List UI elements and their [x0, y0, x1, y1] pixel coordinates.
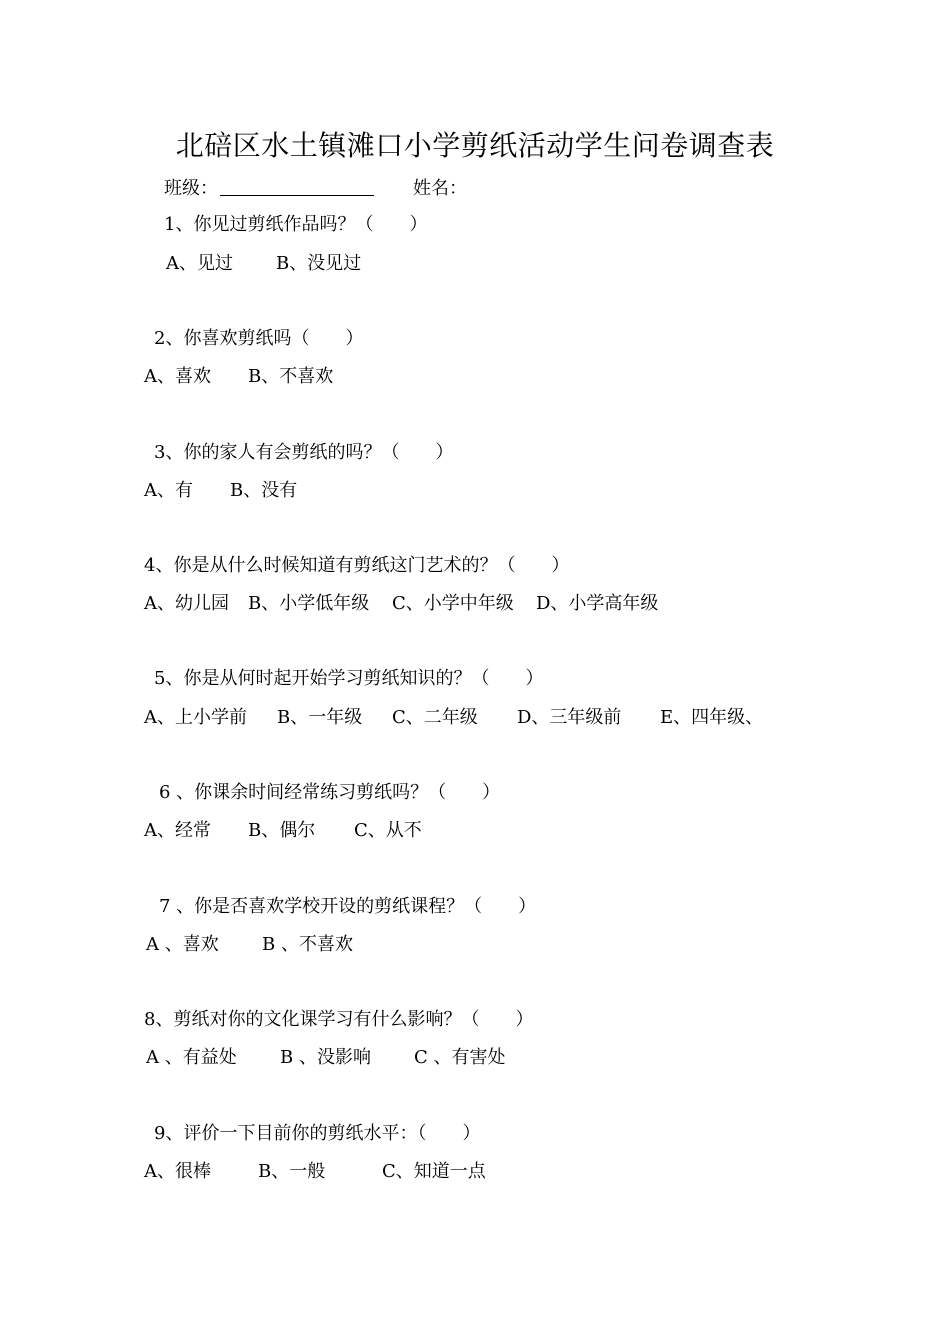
- question-5: 5、你是从何时起开始学习剪纸知识的？（ ）: [154, 668, 544, 689]
- question-6: 6 、你课余时间经常练习剪纸吗？（ ）: [159, 782, 501, 803]
- option: B、一年级: [277, 707, 363, 728]
- name-field: [413, 177, 467, 201]
- option: C、知道一点: [382, 1161, 486, 1182]
- option: C、从不: [354, 820, 422, 841]
- class-field: [164, 177, 374, 201]
- option: B、一般: [258, 1161, 326, 1182]
- option: D、小学高年级: [536, 593, 659, 614]
- option: D、三年级前: [517, 707, 622, 728]
- option: C、二年级: [392, 707, 478, 728]
- page-title: 北碚区水土镇滩口小学剪纸活动学生问卷调查表: [175, 129, 775, 162]
- question-2: 2、你喜欢剪纸吗（ ）: [154, 328, 364, 349]
- class-label: 班级：: [164, 178, 218, 199]
- question-4: 4、你是从什么时候知道有剪纸这门艺术的？（ ）: [144, 555, 570, 576]
- option: B 、不喜欢: [262, 934, 353, 955]
- question-9: 9、评价一下目前你的剪纸水平：（ ）: [154, 1123, 481, 1144]
- name-label: 姓名：: [413, 178, 467, 199]
- option: A 、喜欢: [146, 934, 219, 955]
- option: B 、没影响: [280, 1047, 371, 1068]
- option: C、小学中年级: [392, 593, 514, 614]
- question-7: 7 、你是否喜欢学校开设的剪纸课程？（ ）: [159, 896, 537, 917]
- option: E、四年级、: [660, 707, 764, 728]
- class-blank[interactable]: [220, 177, 374, 196]
- option: B、没见过: [276, 253, 362, 274]
- option: B、小学低年级: [248, 593, 370, 614]
- option: A 、有益处: [146, 1047, 237, 1068]
- option: A、经常: [144, 820, 211, 841]
- question-1: 1、你见过剪纸作品吗？（ ）: [164, 214, 428, 235]
- option: B、偶尔: [248, 820, 316, 841]
- option: A、很棒: [144, 1161, 211, 1182]
- option: A、见过: [166, 253, 233, 274]
- option: A、上小学前: [144, 707, 247, 728]
- option: A、有: [144, 480, 193, 501]
- option: C 、有害处: [414, 1047, 506, 1068]
- question-3: 3、你的家人有会剪纸的吗？（ ）: [154, 442, 454, 463]
- option: B、不喜欢: [248, 366, 334, 387]
- option: B、没有: [230, 480, 298, 501]
- option: A、幼儿园: [144, 593, 229, 614]
- option: A、喜欢: [144, 366, 211, 387]
- question-8: 8、剪纸对你的文化课学习有什么影响？（ ）: [144, 1009, 534, 1030]
